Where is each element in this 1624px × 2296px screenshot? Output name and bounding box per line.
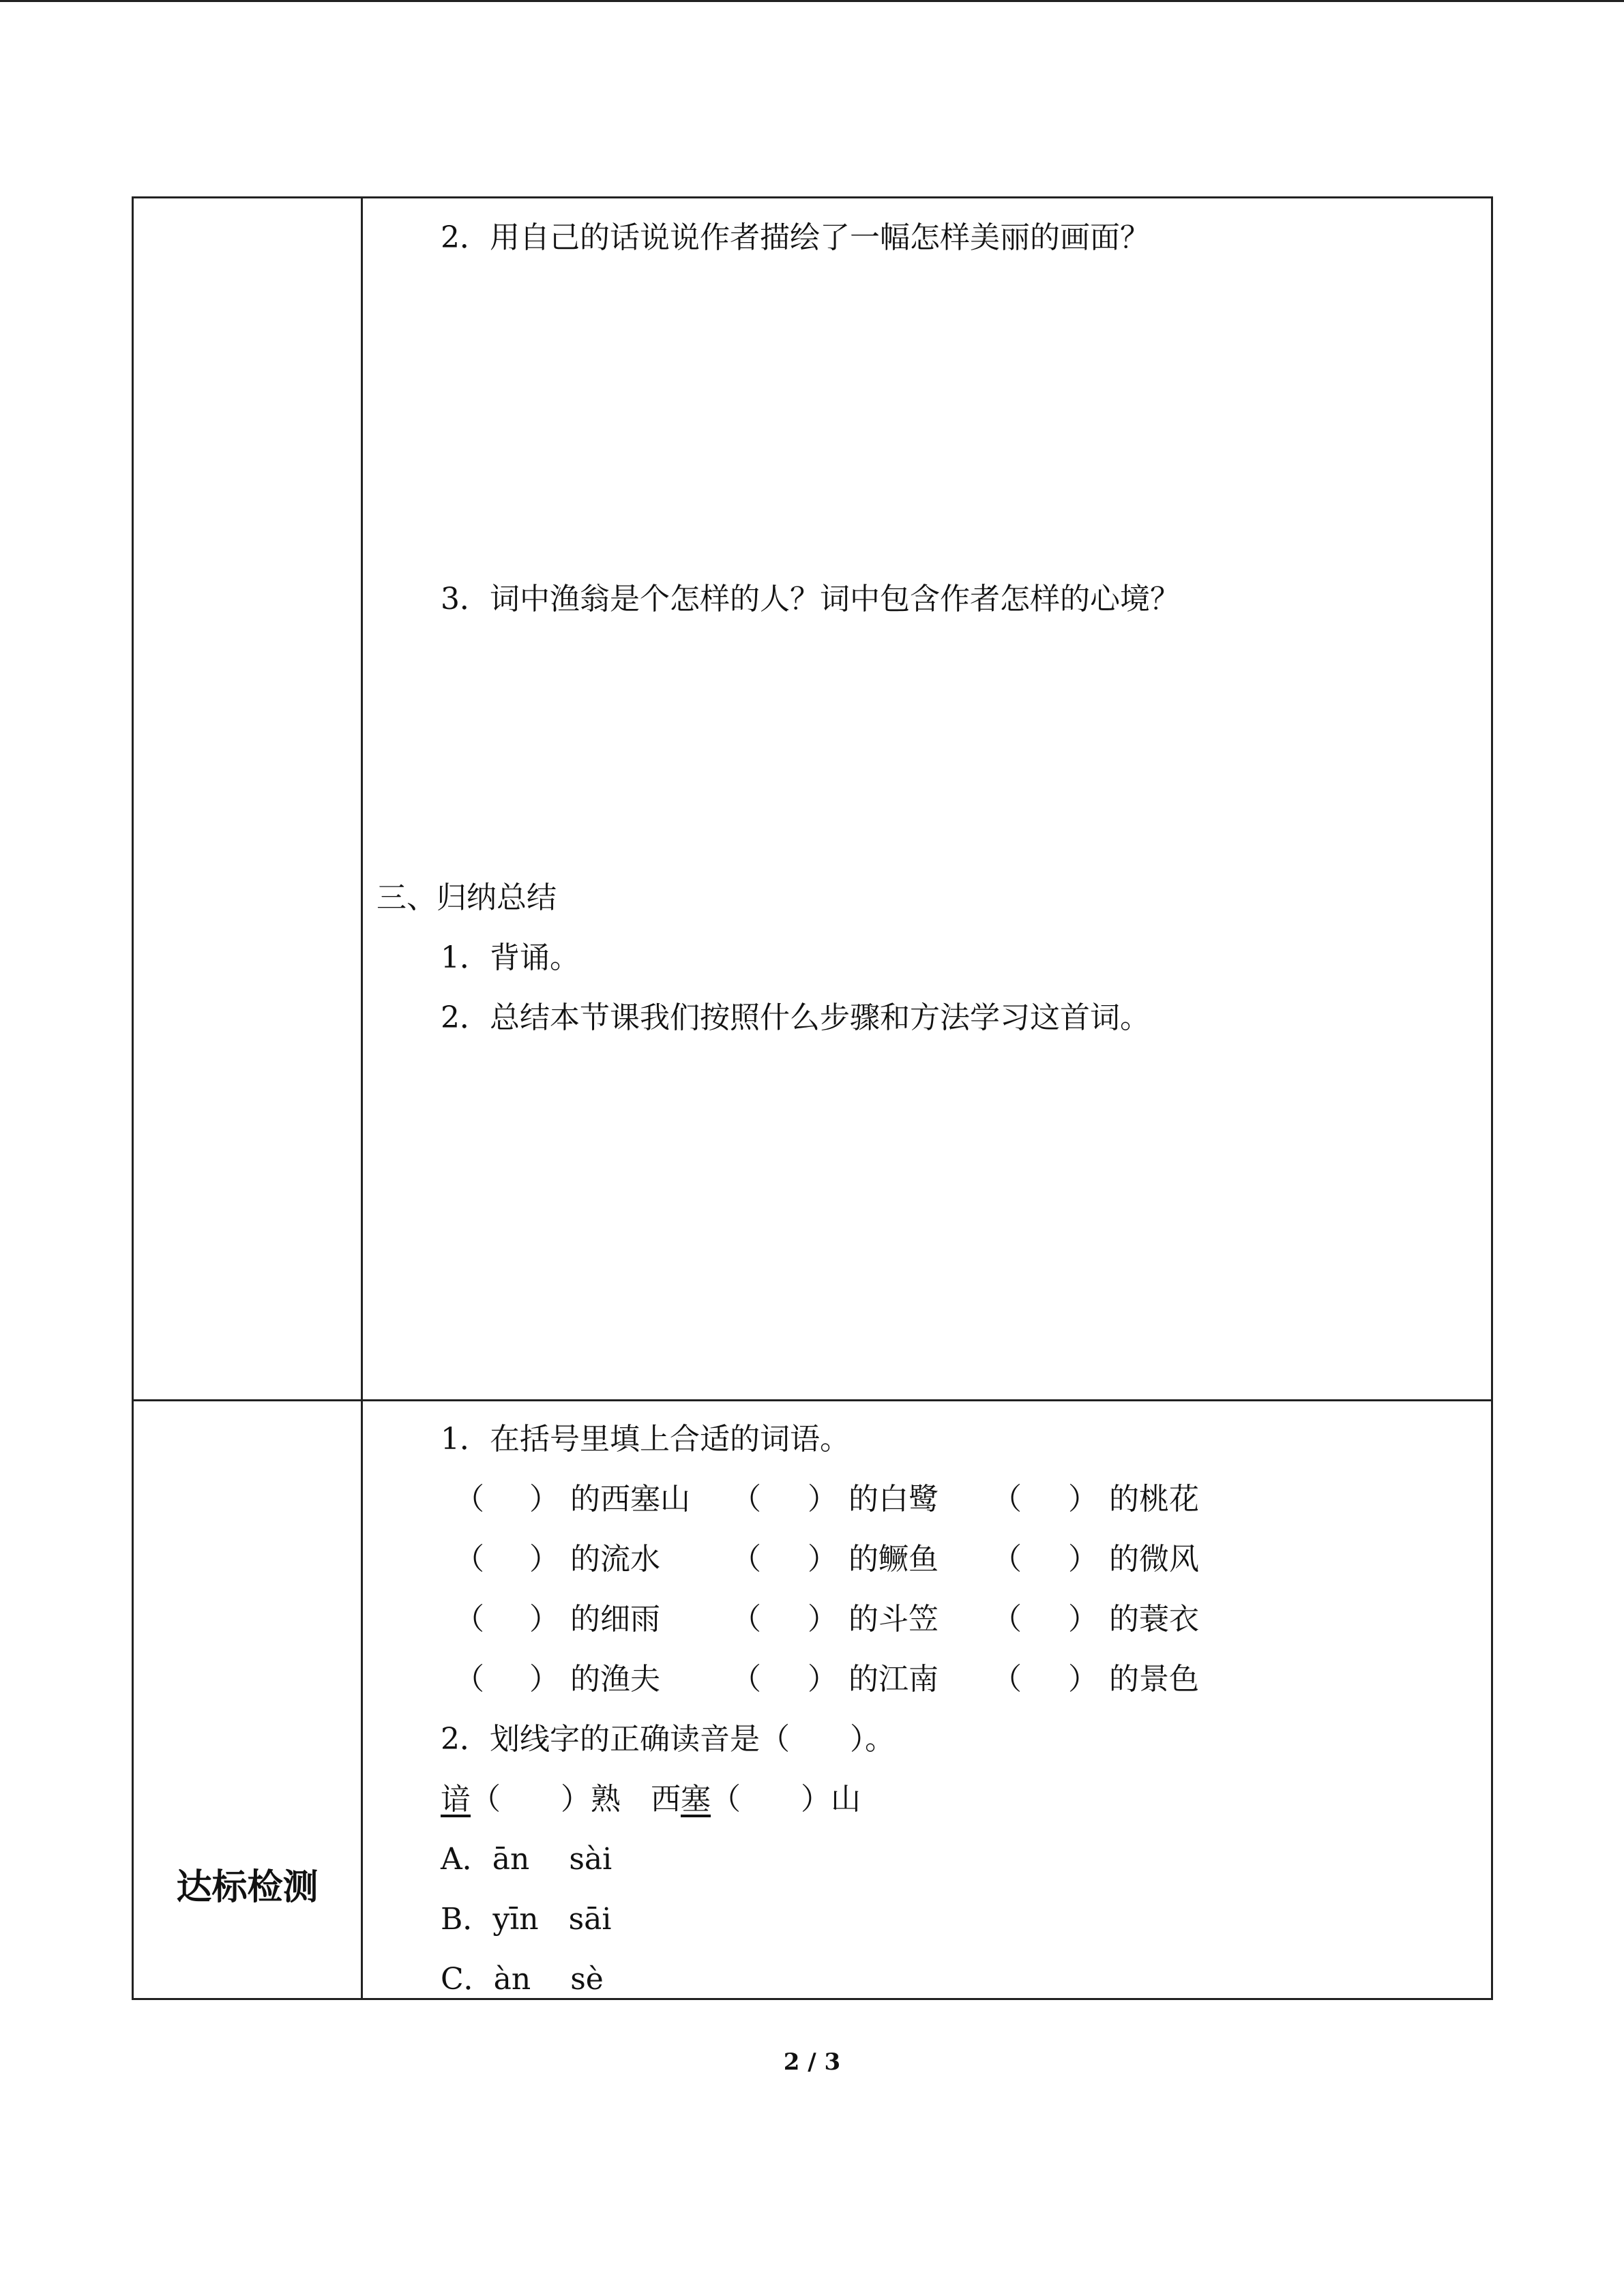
- close-paren: ）: [529, 1542, 559, 1577]
- close-paren: ）: [1068, 1662, 1098, 1697]
- fill-question: 1．在括号里填上合适的词语。: [441, 1422, 850, 1457]
- word-rest: （ ）山: [711, 1782, 861, 1817]
- fill-item: 的景色: [1109, 1662, 1199, 1697]
- summary-heading: 三、归纳总结: [377, 880, 557, 915]
- column-divider: [361, 198, 363, 1998]
- open-paren: （: [454, 1662, 484, 1697]
- close-paren: ）: [808, 1662, 838, 1697]
- underlined-char: 谙: [441, 1782, 471, 1817]
- row-divider: [134, 1399, 1491, 1401]
- section-label: 达标检测: [176, 1867, 319, 1908]
- fill-item: 的西塞山: [570, 1482, 690, 1517]
- close-paren: ）: [808, 1602, 838, 1637]
- fill-item: 的鳜鱼: [848, 1542, 939, 1577]
- fill-item: 的流水: [570, 1542, 660, 1577]
- option-b: B．yīn sāi: [441, 1902, 612, 1937]
- fill-item: 的桃花: [1109, 1482, 1199, 1517]
- page-number: 2 / 3: [783, 2048, 841, 2076]
- fill-item: 的细雨: [570, 1602, 660, 1637]
- open-paren: （: [454, 1602, 484, 1637]
- word-rest: （ ）熟: [471, 1782, 621, 1817]
- fill-item: 的微风: [1109, 1542, 1199, 1577]
- pronunciation-words: [441, 1780, 861, 1819]
- close-paren: ）: [1068, 1542, 1098, 1577]
- underlined-char: 塞: [681, 1782, 711, 1817]
- close-paren: ）: [1068, 1482, 1098, 1517]
- fill-item: 的蓑衣: [1109, 1602, 1199, 1637]
- close-paren: ）: [529, 1482, 559, 1517]
- close-paren: ）: [529, 1662, 559, 1697]
- word-pre: 西: [651, 1782, 681, 1817]
- open-paren: （: [731, 1602, 761, 1637]
- question-3: 3．词中渔翁是个怎样的人？词中包含作者怎样的心境？: [441, 582, 1180, 616]
- worksheet-table: [132, 196, 1493, 2000]
- top-border: [0, 0, 1624, 2]
- option-c: C．àn sè: [441, 1962, 604, 1997]
- fill-item: 的渔夫: [570, 1662, 660, 1697]
- open-paren: （: [454, 1542, 484, 1577]
- fill-item: 的白鹭: [848, 1482, 939, 1517]
- pronunciation-question: 2．划线字的正确读音是（ ）。: [441, 1722, 895, 1757]
- open-paren: （: [731, 1662, 761, 1697]
- open-paren: （: [992, 1602, 1022, 1637]
- fill-item: 的斗笠: [848, 1602, 939, 1637]
- summary-item-1: 1．背诵。: [441, 940, 580, 975]
- open-paren: （: [992, 1482, 1022, 1517]
- summary-item-2: 2．总结本节课我们按照什么步骤和方法学习这首词。: [441, 1000, 1150, 1035]
- fill-item: 的江南: [848, 1662, 939, 1697]
- close-paren: ）: [808, 1482, 838, 1517]
- close-paren: ）: [808, 1542, 838, 1577]
- open-paren: （: [992, 1542, 1022, 1577]
- open-paren: （: [731, 1482, 761, 1517]
- close-paren: ）: [1068, 1602, 1098, 1637]
- option-a: A．ān sài: [441, 1842, 612, 1877]
- open-paren: （: [992, 1662, 1022, 1697]
- question-2: 2．用自己的话说说作者描绘了一幅怎样美丽的画面？: [441, 220, 1150, 255]
- open-paren: （: [454, 1482, 484, 1517]
- open-paren: （: [731, 1542, 761, 1577]
- close-paren: ）: [529, 1602, 559, 1637]
